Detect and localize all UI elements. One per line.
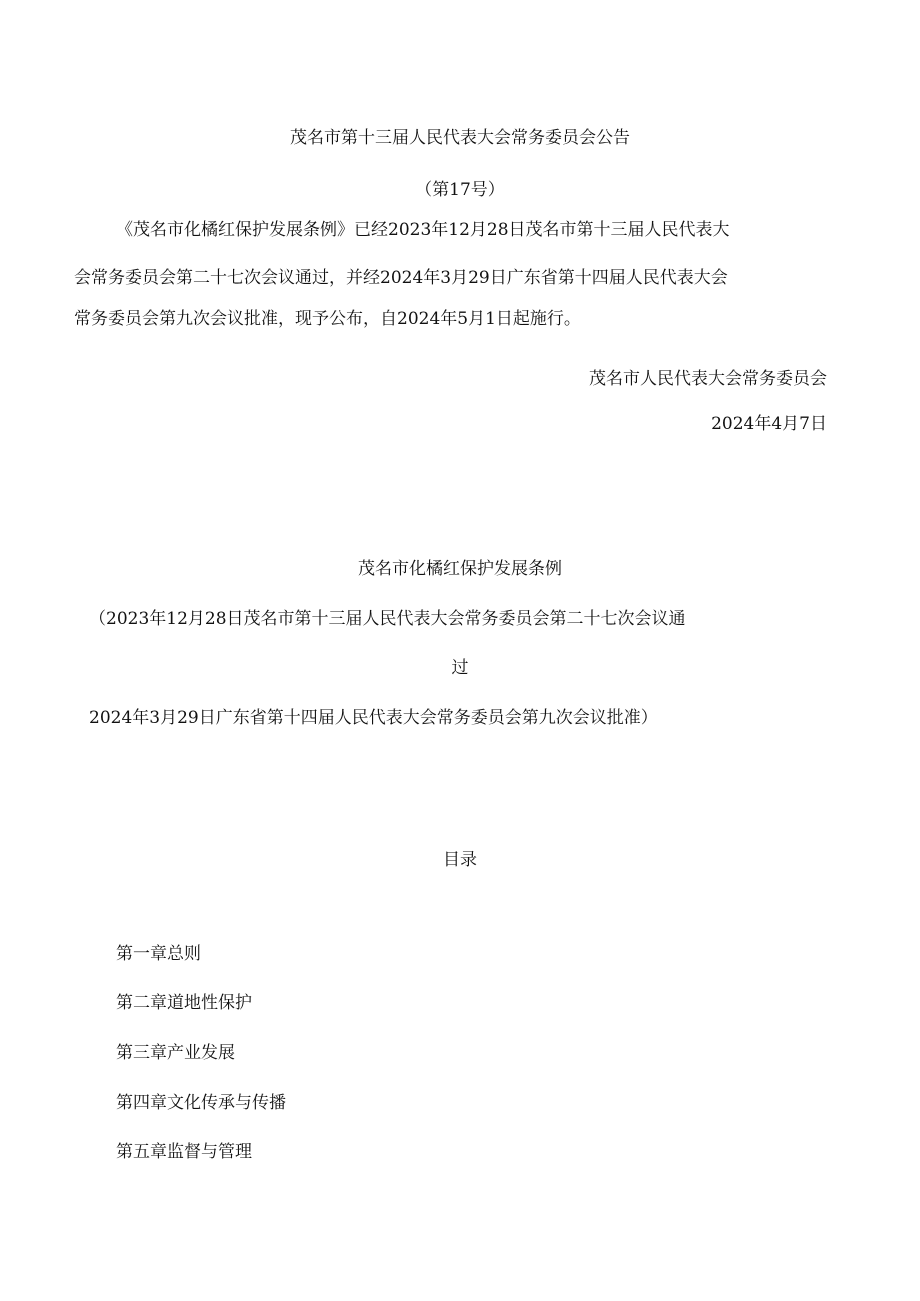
notice-body-line-2: 会常务委员会第二十七次会议通过，并经2024年3月29日广东省第十四届人民代表大会 [74, 268, 728, 288]
regulation-title: 茂名市化橘红保护发展条例 [358, 559, 562, 579]
notice-signature: 茂名市人民代表大会常务委员会 [589, 369, 827, 389]
toc-item: 第三章产业发展 [116, 1043, 235, 1063]
adoption-line-2: 过 [451, 658, 469, 678]
adoption-line-1: （2023年12月28日茂名市第十三届人民代表大会常务委员会第二十七次会议通 [89, 609, 686, 629]
notice-body-line-1: 《茂名市化橘红保护发展条例》已经2023年12月28日茂名市第十三届人民代表大 [116, 220, 730, 240]
toc-item: 第五章监督与管理 [116, 1142, 252, 1162]
notice-date: 2024年4月7日 [711, 414, 827, 434]
notice-title: 茂名市第十三届人民代表大会常务委员会公告 [290, 128, 630, 148]
notice-body-line-3: 常务委员会第九次会议批准，现予公布，自2024年5月1日起施行。 [74, 309, 581, 329]
toc-heading: 目录 [443, 850, 477, 870]
toc-item: 第四章文化传承与传播 [116, 1093, 286, 1113]
toc-item: 第二章道地性保护 [116, 993, 252, 1013]
notice-number: （第17号） [415, 180, 505, 200]
toc-item: 第一章总则 [116, 944, 201, 964]
adoption-line-3: 2024年3月29日广东省第十四届人民代表大会常务委员会第九次会议批准） [89, 708, 658, 728]
